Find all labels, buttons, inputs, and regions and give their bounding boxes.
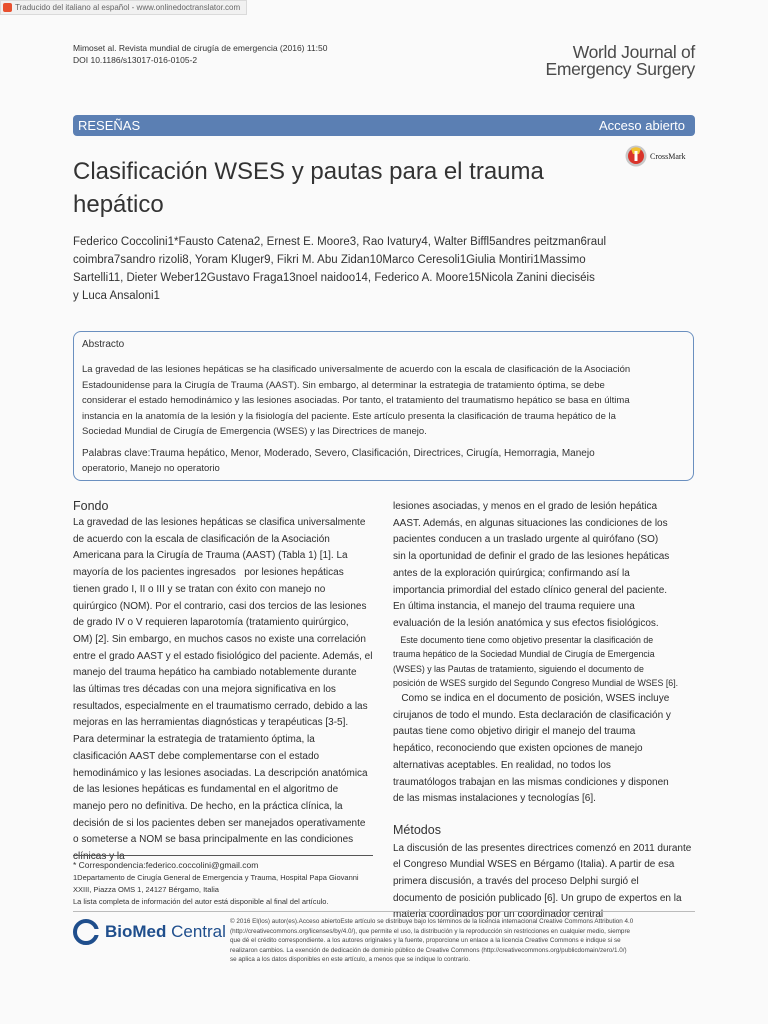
body-line: mejoras en las herramientas diagnósticas y terapéuticas [3-5]. (73, 717, 349, 729)
abstract-line: considerar el estado hemodinámico y las lesiones asociadas. Por tanto, el tratamiento del traumatismo hepático se basa en última (82, 395, 630, 406)
crossmark-label: CrossMark (650, 151, 686, 161)
body-line: hepático, reconociendo que existen opciones de manejo (393, 743, 643, 755)
citation-line: Mimoset al. Revista mundial de cirugía de emergencia (2016) 11:50 (73, 43, 328, 53)
keywords-line: Palabras clave:Trauma hepático, Menor, Moderado, Severo, Clasificación, Directrices, Cirugía, Hemorragia, Manejo (82, 447, 595, 459)
abstract-line: La gravedad de las lesiones hepáticas se ha clasificado universalmente de acuerdo con la escala de clasificación de la Asociación (82, 364, 631, 375)
body-line: de acuerdo con la escala de clasificación de la Asociación (73, 533, 330, 545)
article-type-banner (73, 115, 695, 136)
body-line: En última instancia, el manejo del trauma requiere una (393, 601, 635, 613)
biomed-central-icon (73, 919, 99, 945)
author-list (73, 233, 673, 305)
journal-name-line1: World Journal of (572, 42, 695, 62)
biomed-central-logo (73, 919, 226, 945)
body-line: Americana para la Cirugía de Trauma (AAST) (Tabla 1) [1]. La (73, 550, 348, 562)
author-line: y Luca Ansaloni1 (73, 290, 160, 302)
body-line: primera discusión, a través del proceso Delphi surgió el (393, 876, 639, 888)
abstract-box (73, 331, 694, 481)
affiliation-line: XXIII, Piazza OMS 1, 24127 Bérgamo, Italia (73, 885, 219, 894)
author-line: coimbra7sandro rizoli8, Yoram Kluger9, Fikri M. Abu Zidan10Marco Ceresoli1Giulia Montiri1Massimo (73, 254, 586, 266)
body-line: decisión de si los pacientes deben ser manejados operativamente (73, 817, 366, 829)
body-line: alternativas aceptables. En realidad, no todos los (393, 759, 611, 771)
body-line: tienen grado I, II o III y se tratan con éxito con manejo no (73, 583, 326, 595)
body-line: resultados, especialmente en el traumatismo cerrado, debido a las (73, 700, 368, 712)
body-line: antes de la exploración quirúrgica; confirmando así la (393, 567, 630, 579)
bmc-word-biomed: BioMed (105, 922, 167, 941)
body-line: mayoría de los pacientes ingresados por lesiones hepáticas (73, 567, 344, 579)
right-column-body (393, 499, 698, 924)
body-line: clínicas y la (73, 851, 125, 863)
author-line: Federico Coccolini1*Fausto Catena2, Ernest E. Moore3, Rao Ivatury4, Walter Biffl5andres peitzman6raul (73, 236, 607, 248)
body-line: evaluación de la lesión anatómica y sus efectos fisiológicos. (393, 617, 659, 629)
body-line: posición de WSES surgido del Segundo Congreso Mundial de WSES [6]. (393, 678, 679, 689)
keywords-line: operatorio, Manejo no operatorio (82, 463, 220, 474)
body-line: o someterse a NOM se basa principalmente en las condiciones (73, 834, 354, 846)
license-line: © 2016 El(los) autor(es).Acceso abiertoEste artículo se distribuye bajo los términos de la licencia internacional Creative Commons Attribution 4.0 (230, 918, 634, 925)
bmc-word-central: Central (166, 922, 226, 941)
license-line: (http://creativecommons.org/licenses/by/4.0/), que permite el uso, la distribución y la reproducción sin restricciones en cualquier medio, siempre (230, 927, 631, 935)
body-line: importancia primordial del estado clínico general del paciente. (393, 584, 668, 596)
license-line: que dé el crédito correspondiente. a los autores originales y la fuente, proporcione un enlace a la licencia Creative Commons e indique si se (230, 937, 621, 945)
body-line: traumatólogos trabajan en las mismas condiciones y disponen (393, 776, 669, 788)
section-heading-fondo: Fondo (73, 499, 109, 513)
body-line: La discusión de las presentes directrices comenzó en 2011 durante (393, 842, 692, 854)
section-heading-metodos: Métodos (393, 822, 441, 837)
crossmark-badge[interactable] (625, 145, 686, 167)
translate-banner[interactable] (0, 0, 247, 15)
body-line: de las lesiones hepáticas es fundamental en el algoritmo de (73, 784, 339, 796)
license-text (230, 917, 700, 965)
body-line: pautas tiene como objetivo dirigir el manejo del trauma (393, 726, 636, 738)
body-line: Este documento tiene como objetivo presentar la clasificación de (393, 634, 654, 645)
body-line: lesiones asociadas, y menos en el grado de lesión hepática (393, 501, 658, 512)
author-info-note: La lista completa de información del autor está disponible al final del artículo. (73, 897, 329, 906)
body-line: (WSES) y las Pautas de tratamiento, siguiendo el documento de (393, 663, 644, 674)
body-line: La gravedad de las lesiones hepáticas se clasifica universalmente (73, 517, 366, 528)
body-line: entre el grado AAST y el estado fisiológico del paciente. Además, el (73, 650, 373, 662)
crossmark-icon (625, 145, 647, 167)
abstract-line: instancia en la anatomía de la lesión y la fisiología del paciente. Este artículo presenta la clasificación de trauma hepático de la (82, 410, 616, 422)
body-line: hemodinámico y las lesiones asociadas. La descripción anatómica (73, 767, 368, 779)
body-line: quirúrgico (NOM). Por el contrario, casi dos tercios de las lesiones (73, 600, 367, 612)
doi-line: DOI 10.1186/s13017-016-0105-2 (73, 55, 198, 65)
abstract-line: Estadounidense para la Cirugía de Trauma (AAST). Sin embargo, al determinar la estrategia de tratamiento óptima, se debe (82, 379, 605, 391)
abstract-line: Sociedad Mundial de Cirugía de Emergencia (WSES) y las Directrices de manejo. (82, 426, 427, 437)
body-line: el Congreso Mundial WSES en Bérgamo (Italia). A partir de esa (393, 859, 675, 871)
body-line: manejo del trauma hepático ha cambiado notablemente durante (73, 667, 357, 679)
open-access-label: Acceso abierto (599, 118, 685, 133)
correspondence-note[interactable]: * Correspondencia:federico.coccolini@gmail.com (73, 860, 259, 870)
body-line: Para determinar la estrategia de tratamiento óptima, la (73, 734, 315, 746)
body-line: pacientes conducen a un traslado urgente al quirófano (SO) (393, 534, 659, 546)
body-line: documento de posición publicado [6]. Un grupo de expertos en la (393, 892, 682, 904)
body-line: materia coordinados por un coordinador central (393, 909, 604, 921)
body-line: AAST. Además, en algunas situaciones las condiciones de los (393, 517, 668, 529)
translate-banner-text[interactable]: Traducido del italiano al español - www.onlinedoctranslator.com (15, 3, 241, 12)
license-line: realizaron cambios. La exención de dedicación de dominio público de Creative Commons (http://creativecommons.org/publicdomain/zero/1.0/) (230, 946, 627, 954)
body-line: clasificación AAST debe complementarse con el estado (73, 750, 320, 762)
body-line: trauma hepático de la Sociedad Mundial de Cirugía de Emergencia (393, 649, 655, 660)
body-line: manejo pero no definitiva. De hecho, en la práctica clínica, la (73, 800, 343, 812)
abstract-heading: Abstracto (82, 339, 125, 350)
body-line: Como se indica en el documento de posición, WSES incluye (393, 693, 670, 704)
body-line: de las mismas instalaciones y tecnologías [6]. (393, 793, 596, 805)
author-line: Sartelli11, Dieter Weber12Gustavo Fraga13noel naidoo14, Federico A. Moore15Nicola Zanini dieciséis (73, 272, 595, 284)
article-type-label: RESEÑAS (78, 118, 141, 133)
body-line: sin la oportunidad de definir el grado de las lesiones hepáticas (393, 551, 670, 563)
footnote-divider (73, 855, 373, 856)
journal-name-line2: Emergency Surgery (545, 59, 695, 79)
body-line: de grado IV o V requieren laparotomía (tratamiento quirúrgico, (73, 617, 349, 629)
affiliation-line: 1Departamento de Cirugía General de Emergencia y Trauma, Hospital Papa Giovanni (73, 873, 359, 882)
license-divider (73, 911, 695, 912)
article-title: Clasificación WSES y pautas para el trauma hepático (73, 158, 544, 218)
body-line: cirujanos de todo el mundo. Esta declaración de clasificación y (393, 709, 671, 721)
license-line: se aplica a los datos disponibles en este artículo, a menos que se indique lo contrario. (230, 956, 471, 964)
translate-icon (3, 3, 12, 12)
body-line: OM) [2]. Sin embargo, en muchos casos no existe una correlación (73, 633, 366, 645)
body-line: las últimas tres décadas con una mejora significativa en los (73, 684, 336, 696)
left-column-body (73, 515, 378, 866)
